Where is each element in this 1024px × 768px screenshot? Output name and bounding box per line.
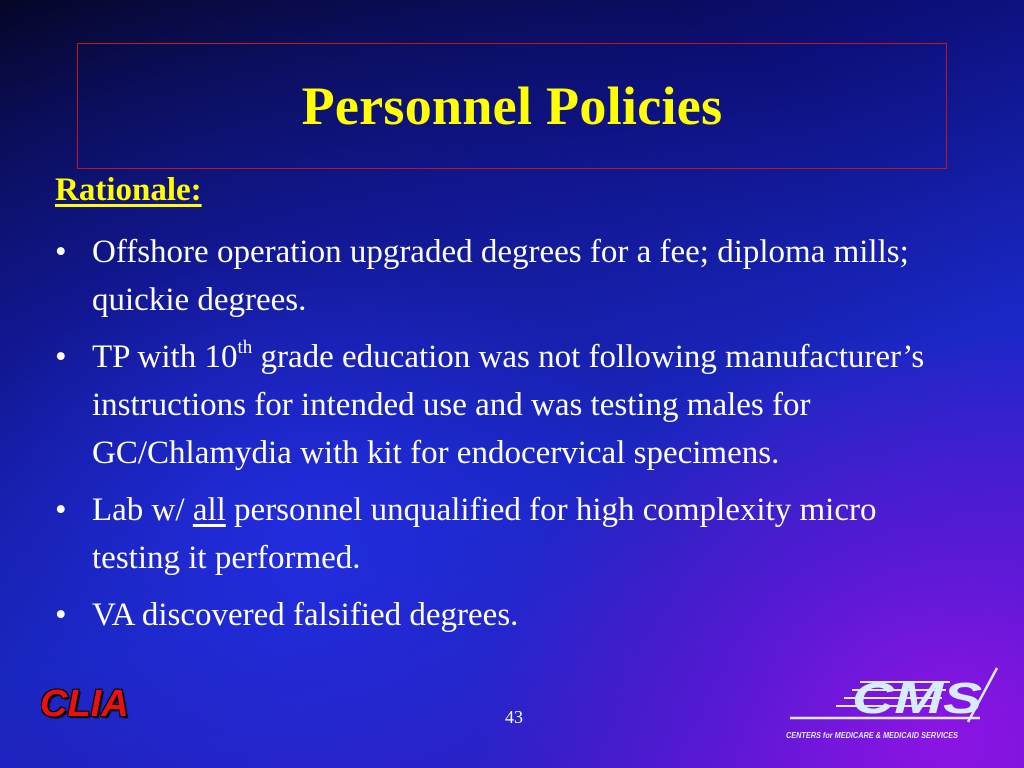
cms-logo — [780, 660, 1010, 760]
bullet-item — [55, 486, 955, 582]
bullet-marker: • — [55, 492, 67, 528]
bullet-list — [55, 228, 955, 648]
bullet-marker: • — [55, 234, 67, 270]
bullet-item — [55, 228, 955, 324]
bullet-text: VA discovered falsified degrees. — [92, 597, 519, 633]
bullet-text: Offshore operation upgraded degrees for a fee; diploma mills; quickie degrees. — [92, 234, 909, 318]
bullet-text-start: Lab w/ — [92, 492, 193, 528]
slide-title: Personnel Policies — [301, 76, 723, 136]
cms-tagline: CENTERS for MEDICARE & MEDICAID SERVICES — [786, 731, 959, 740]
clia-logo: CLIA — [40, 683, 129, 725]
bullet-text-end: personnel unqualified for high complexity micro testing it performed. — [92, 492, 877, 576]
bullet-text-start: TP with 10 — [92, 339, 238, 375]
superscript-th: th — [237, 336, 253, 358]
bullet-text-end: grade education was not following manufacturer’s instructions for intended use and was testing males for GC/Chlamydia with kit for endocervical specimens. — [92, 339, 925, 471]
page-number: 43 — [505, 707, 523, 727]
underlined-word: all — [192, 492, 226, 528]
bullet-marker: • — [55, 597, 67, 633]
bullet-item — [55, 333, 955, 477]
cms-wordmark: CMS — [852, 674, 982, 723]
title-box — [77, 43, 947, 169]
bullet-marker: • — [55, 339, 67, 375]
rationale-heading: Rationale: — [55, 172, 202, 208]
bullet-item — [55, 591, 955, 639]
